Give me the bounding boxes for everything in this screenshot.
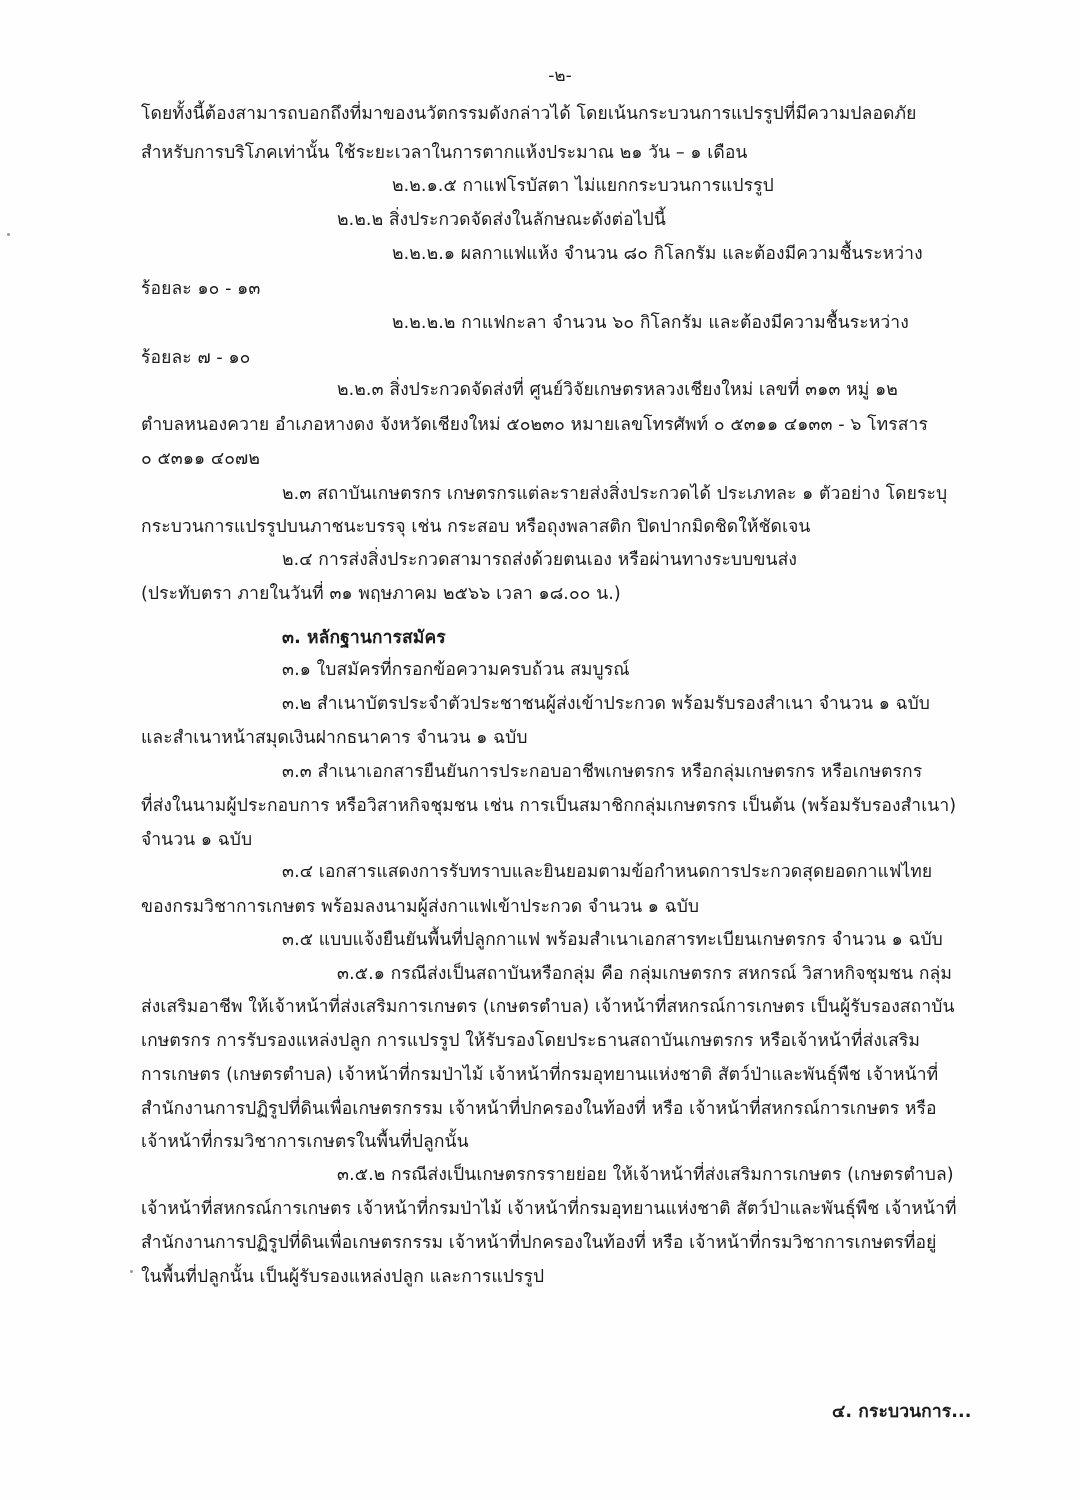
text-line: ๓.๕ แบบแจ้งยืนยันพื้นที่ปลูกกาแฟ พร้อมสำเนาเอกสารทะเบียนเกษตรกร จำนวน ๑ ฉบับ bbox=[282, 930, 943, 950]
text-line: ๓.๓ สำเนาเอกสารยืนยันการประกอบอาชีพเกษตรกร หรือกลุ่มเกษตรกร หรือเกษตรกร bbox=[282, 762, 923, 782]
text-line: เจ้าหน้าที่สหกรณ์การเกษตร เจ้าหน้าที่กรมป่าไม้ เจ้าหน้าที่กรมอุทยานแห่งชาติ สัตว์ป่าและพันธุ์พืช เจ้าหน้าที่ bbox=[141, 1199, 957, 1219]
footer-continuation: ๔. กระบวนการ... bbox=[832, 1402, 972, 1422]
text-line: ๒.๒.๒.๒ กาแฟกะลา จำนวน ๖๐ กิโลกรัม และต้องมีความชื้นระหว่าง bbox=[392, 313, 909, 333]
text-line: ตำบลหนองควาย อำเภอหางดง จังหวัดเชียงใหม่ ๕๐๒๓๐ หมายเลขโทรศัพท์ ๐ ๕๓๑๑ ๔๑๓๓ - ๖ โทรสาร bbox=[141, 415, 928, 435]
text-line: ๒.๒.๑.๕ กาแฟโรบัสตา ไม่แยกกระบวนการแปรรูป bbox=[392, 176, 774, 196]
text-line: ร้อยละ ๑๐ - ๑๓ bbox=[141, 279, 261, 299]
text-line: การเกษตร (เกษตรตำบล) เจ้าหน้าที่กรมป่าไม้ เจ้าหน้าที่กรมอุทยานแห่งชาติ สัตว์ป่าและพันธุ์พืช เจ้าหน้าที่ bbox=[141, 1065, 939, 1085]
text-line: ๓.๑ ใบสมัครที่กรอกข้อความครบถ้วน สมบูรณ์ bbox=[282, 660, 630, 680]
text-line: กระบวนการแปรรูปบนภาชนะบรรจุ เช่น กระสอบ หรือถุงพลาสติก ปิดปากมิดชิดให้ชัดเจน bbox=[141, 517, 811, 537]
text-line: ๒.๒.๒ สิ่งประกวดจัดส่งในลักษณะดังต่อไปนี้ bbox=[337, 210, 666, 230]
text-line: ๓.๒ สำเนาบัตรประจำตัวประชาชนผู้ส่งเข้าประกวด พร้อมรับรองสำเนา จำนวน ๑ ฉบับ bbox=[282, 694, 931, 714]
text-line: จำนวน ๑ ฉบับ bbox=[141, 830, 253, 850]
page-number: -๒- bbox=[548, 66, 572, 86]
section-heading: ๓. หลักฐานการสมัคร bbox=[282, 628, 446, 648]
scan-speck bbox=[130, 1270, 133, 1273]
text-line: ร้อยละ ๗ - ๑๐ bbox=[141, 348, 251, 368]
text-line: สำนักงานการปฏิรูปที่ดินเพื่อเกษตรกรรม เจ้าหน้าที่ปกครองในท้องที่ หรือ เจ้าหน้าที่กรมวิชาการเกษตรที่อยู่ bbox=[141, 1233, 937, 1253]
text-line: เกษตรกร การรับรองแหล่งปลูก การแปรรูป ให้รับรองโดยประธานสถาบันเกษตรกร หรือเจ้าหน้าที่ส่งเสริม bbox=[141, 1031, 921, 1051]
text-line: สำหรับการบริโภคเท่านั้น ใช้ระยะเวลาในการตากแห้งประมาณ ๒๑ วัน – ๑ เดือน bbox=[141, 143, 748, 163]
text-line: ๐ ๕๓๑๑ ๔๐๗๒ bbox=[141, 449, 260, 469]
text-line: ๒.๒.๒.๑ ผลกาแฟแห้ง จำนวน ๘๐ กิโลกรัม และต้องมีความชื้นระหว่าง bbox=[392, 244, 923, 264]
text-line: (ประทับตรา ภายในวันที่ ๓๑ พฤษภาคม ๒๕๖๖ เวลา ๑๘.๐๐ น.) bbox=[141, 584, 621, 604]
text-line: ๒.๓ สถาบันเกษตรกร เกษตรกรแต่ละรายส่งสิ่งประกวดได้ ประเภทละ ๑ ตัวอย่าง โดยระบุ bbox=[282, 484, 948, 504]
text-line: และสำเนาหน้าสมุดเงินฝากธนาคาร จำนวน ๑ ฉบับ bbox=[141, 728, 528, 748]
text-line: เจ้าหน้าที่กรมวิชาการเกษตรในพื้นที่ปลูกนั้น bbox=[141, 1132, 469, 1152]
text-line: ๒.๒.๓ สิ่งประกวดจัดส่งที่ ศูนย์วิจัยเกษตรหลวงเชียงใหม่ เลขที่ ๓๑๓ หมู่ ๑๒ bbox=[337, 380, 898, 400]
text-line: ๓.๔ เอกสารแสดงการรับทราบและยินยอมตามข้อกำหนดการประกวดสุดยอดกาแฟไทย bbox=[282, 862, 933, 882]
text-line: โดยทั้งนี้ต้องสามารถบอกถึงที่มาของนวัตกรรมดังกล่าวได้ โดยเน้นกระบวนการแปรรูปที่มีความปลอดภัย bbox=[141, 104, 917, 124]
text-line: ส่งเสริมอาชีพ ให้เจ้าหน้าที่ส่งเสริมการเกษตร (เกษตรตำบล) เจ้าหน้าที่สหกรณ์การเกษตร เป็นผู้รับรองสถาบัน bbox=[141, 997, 955, 1017]
text-line: ๒.๔ การส่งสิ่งประกวดสามารถส่งด้วยตนเอง หรือผ่านทางระบบขนส่ง bbox=[282, 550, 798, 570]
text-line: สำนักงานการปฏิรูปที่ดินเพื่อเกษตรกรรม เจ้าหน้าที่ปกครองในท้องที่ หรือ เจ้าหน้าที่สหกรณ์การเกษตร หรือ bbox=[141, 1099, 937, 1119]
text-line: ในพื้นที่ปลูกนั้น เป็นผู้รับรองแหล่งปลูก และการแปรรูป bbox=[141, 1267, 545, 1287]
text-line: ของกรมวิชาการเกษตร พร้อมลงนามผู้ส่งกาแฟเข้าประกวด จำนวน ๑ ฉบับ bbox=[141, 897, 700, 917]
text-line: ๓.๕.๒ กรณีส่งเป็นเกษตรกรรายย่อย ให้เจ้าหน้าที่ส่งเสริมการเกษตร (เกษตรตำบล) bbox=[337, 1165, 954, 1185]
scan-speck bbox=[7, 233, 10, 236]
text-line: ๓.๕.๑ กรณีส่งเป็นสถาบันหรือกลุ่ม คือ กลุ่มเกษตรกร สหกรณ์ วิสาหกิจชุมชน กลุ่ม bbox=[337, 964, 953, 984]
text-line: ที่ส่งในนามผู้ประกอบการ หรือวิสาหกิจชุมชน เช่น การเป็นสมาชิกกลุ่มเกษตรกร เป็นต้น (พร้อมรับรองสำเนา) bbox=[141, 796, 957, 816]
